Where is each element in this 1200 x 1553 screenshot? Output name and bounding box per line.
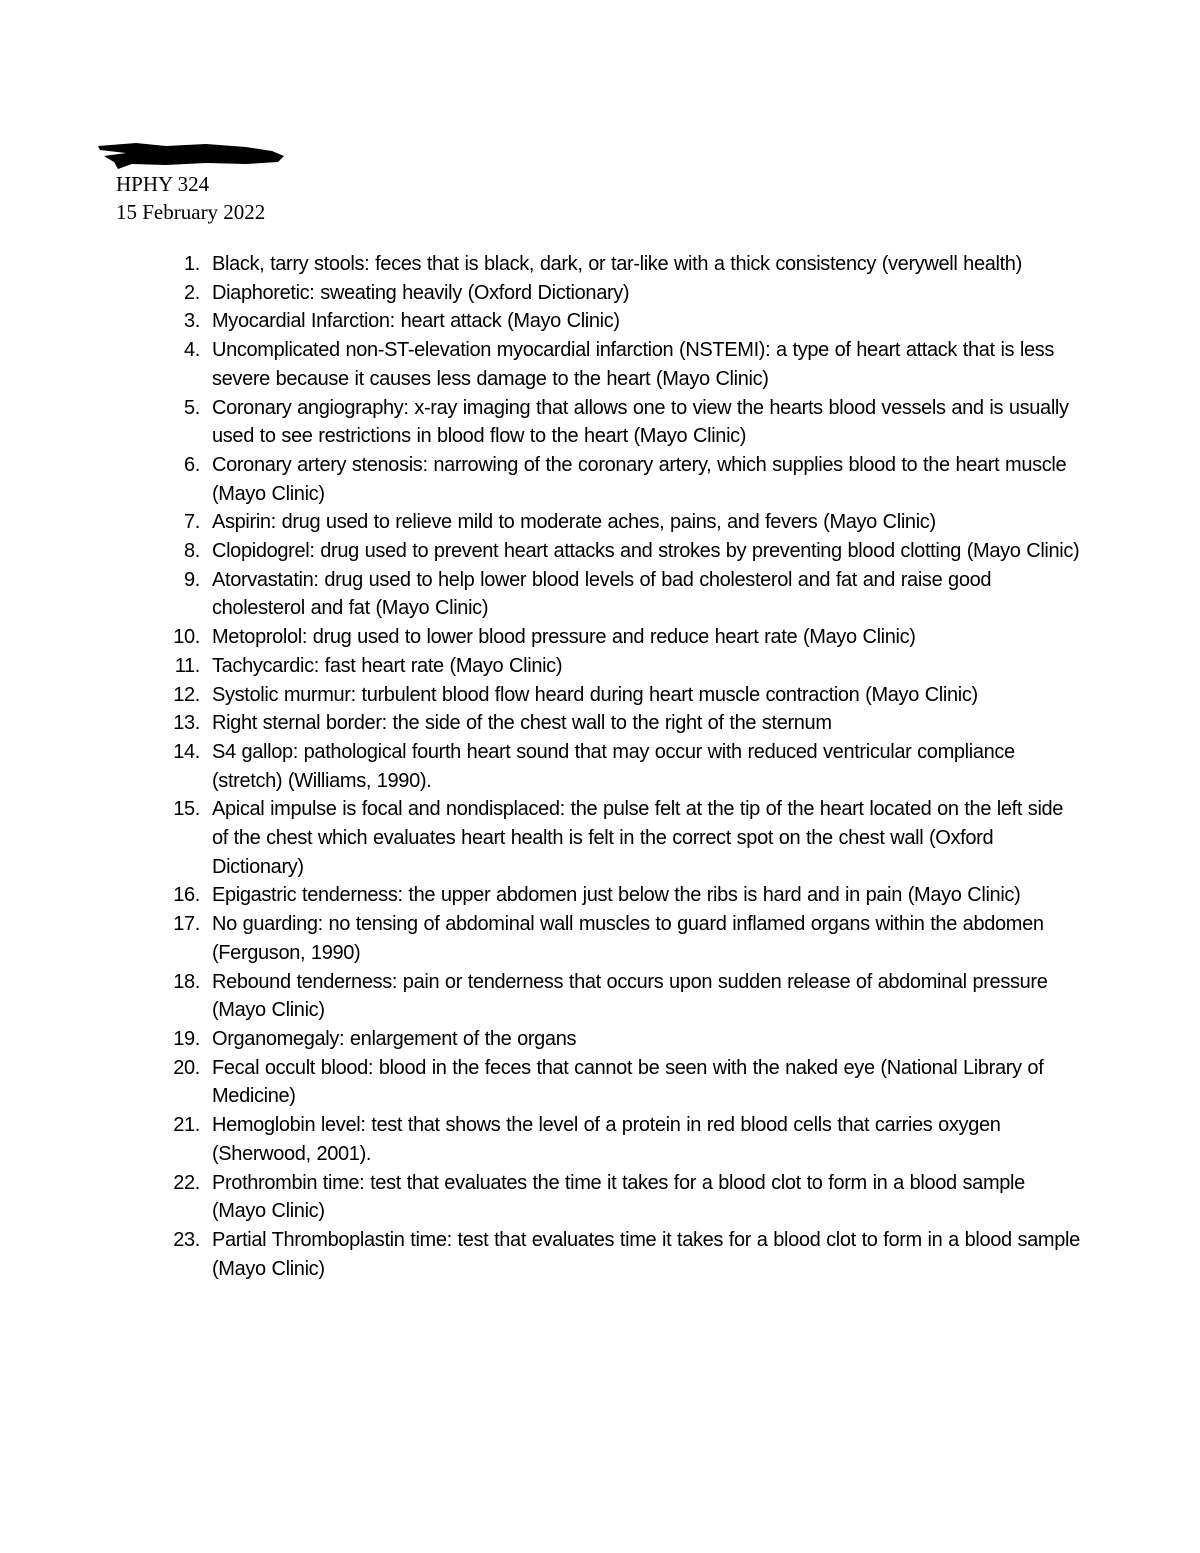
item-number: 22. — [173, 1171, 200, 1194]
item-text: Metoprolol: drug used to lower blood pressure and reduce heart rate (Mayo Clinic) — [212, 626, 916, 649]
item-text: Epigastric tenderness: the upper abdomen just below the ribs is hard and in pain (Mayo Clinic) — [212, 884, 1021, 907]
item-number: 4. — [184, 339, 200, 362]
item-number: 13. — [173, 712, 200, 735]
item-text: No guarding: no tensing of abdominal wall muscles to guard inflamed organs within the abdomen (Ferguson, 1990) — [212, 913, 1044, 964]
list-item-1 — [160, 250, 1080, 279]
item-text: Right sternal border: the side of the chest wall to the right of the sternum — [212, 712, 832, 735]
list-item-14 — [160, 738, 1080, 795]
list-item-21 — [160, 1111, 1080, 1168]
list-item-2 — [160, 279, 1080, 308]
list-item-20 — [160, 1054, 1080, 1111]
list-item-5 — [160, 394, 1080, 451]
item-text: Tachycardic: fast heart rate (Mayo Clinic) — [212, 654, 563, 677]
item-number: 10. — [173, 626, 200, 649]
list-item-4 — [160, 336, 1080, 393]
item-number: 5. — [184, 396, 200, 419]
item-text: Fecal occult blood: blood in the feces that cannot be seen with the naked eye (National Library of Medicine) — [212, 1056, 1044, 1108]
item-text: Clopidogrel: drug used to prevent heart attacks and strokes by preventing blood clotting (Mayo Clinic) — [212, 540, 1080, 563]
item-number: 21. — [173, 1114, 200, 1137]
document-date: 15 February 2022 — [116, 200, 266, 224]
redaction-mark — [96, 140, 286, 174]
item-text: Coronary artery stenosis: narrowing of the coronary artery, which supplies blood to the heart muscle (Mayo Clinic) — [212, 453, 1067, 505]
item-text: Atorvastatin: drug used to help lower blood levels of bad cholesterol and fat and raise good cholesterol and fat (Mayo Clinic) — [212, 568, 992, 620]
item-text: Partial Thromboplastin time: test that evaluates time it takes for a blood clot to form in a blood sample (Mayo Clinic) — [212, 1228, 1080, 1280]
list-item-22 — [160, 1169, 1080, 1226]
item-text: Systolic murmur: turbulent blood flow heard during heart muscle contraction (Mayo Clinic) — [212, 683, 978, 706]
item-text: Myocardial Infarction: heart attack (Mayo Clinic) — [212, 310, 620, 333]
item-number: 12. — [173, 683, 200, 706]
item-number: 1. — [184, 253, 200, 275]
item-number: 3. — [184, 310, 200, 333]
item-text: Apical impulse is focal and nondisplaced: the pulse felt at the tip of the heart located on the left side of the chest which evaluates heart health is felt in the correct spot on the chest wall (Oxford Dictionary) — [212, 798, 1064, 878]
list-item-16 — [160, 881, 1080, 910]
list-item-12 — [160, 681, 1080, 710]
item-number: 23. — [173, 1228, 200, 1251]
item-text: Black, tarry stools: feces that is black, dark, or tar-like with a thick consistency (verywell health) — [212, 253, 1022, 275]
item-text: Hemoglobin level: test that shows the level of a protein in red blood cells that carries oxygen (Sherwood, 2001). — [212, 1114, 1001, 1165]
item-text: Prothrombin time: test that evaluates the time it takes for a blood clot to form in a blood sample (Mayo Clinic) — [212, 1171, 1025, 1223]
list-item-8 — [160, 537, 1080, 566]
item-text: Rebound tenderness: pain or tenderness that occurs upon sudden release of abdominal pressure (Mayo Clinic) — [212, 970, 1048, 1022]
item-number: 11. — [174, 654, 200, 677]
item-number: 19. — [173, 1027, 200, 1050]
item-number: 14. — [173, 740, 200, 763]
item-text: Organomegaly: enlargement of the organs — [212, 1027, 577, 1050]
item-number: 6. — [184, 453, 200, 476]
list-item-18 — [160, 968, 1080, 1025]
item-number: 18. — [173, 970, 200, 993]
list-item-9 — [160, 566, 1080, 623]
item-text: Coronary angiography: x-ray imaging that allows one to view the hearts blood vessels and is usually used to see restrictions in blood flow to the heart (Mayo Clinic) — [212, 396, 1069, 448]
list-item-10 — [160, 623, 1080, 652]
item-number: 16. — [173, 884, 200, 907]
item-text: Diaphoretic: sweating heavily (Oxford Dictionary) — [212, 281, 630, 304]
item-number: 7. — [184, 511, 200, 534]
list-item-3 — [160, 307, 1080, 336]
list-item-6 — [160, 451, 1080, 508]
item-number: 8. — [184, 540, 200, 563]
term-list — [160, 250, 1080, 1283]
list-item-23 — [160, 1226, 1080, 1283]
course-code: HPHY 324 — [116, 172, 210, 196]
list-item-15 — [160, 795, 1080, 881]
list-item-13 — [160, 709, 1080, 738]
item-number: 9. — [184, 568, 200, 591]
item-number: 2. — [184, 281, 200, 304]
item-text: Aspirin: drug used to relieve mild to moderate aches, pains, and fevers (Mayo Clinic) — [212, 511, 936, 534]
document-header — [116, 170, 265, 226]
item-number: 20. — [173, 1056, 200, 1079]
list-item-19 — [160, 1025, 1080, 1054]
item-number: 17. — [173, 913, 200, 936]
list-item-17 — [160, 910, 1080, 967]
item-text: S4 gallop: pathological fourth heart sound that may occur with reduced ventricular compliance (stretch) (Williams, 1990). — [212, 740, 1015, 792]
item-text: Uncomplicated non-ST-elevation myocardial infarction (NSTEMI): a type of heart attack that is less severe because it causes less damage to the heart (Mayo Clinic) — [212, 339, 1055, 390]
list-item-7 — [160, 508, 1080, 537]
item-number: 15. — [173, 798, 200, 821]
list-item-11 — [160, 652, 1080, 681]
